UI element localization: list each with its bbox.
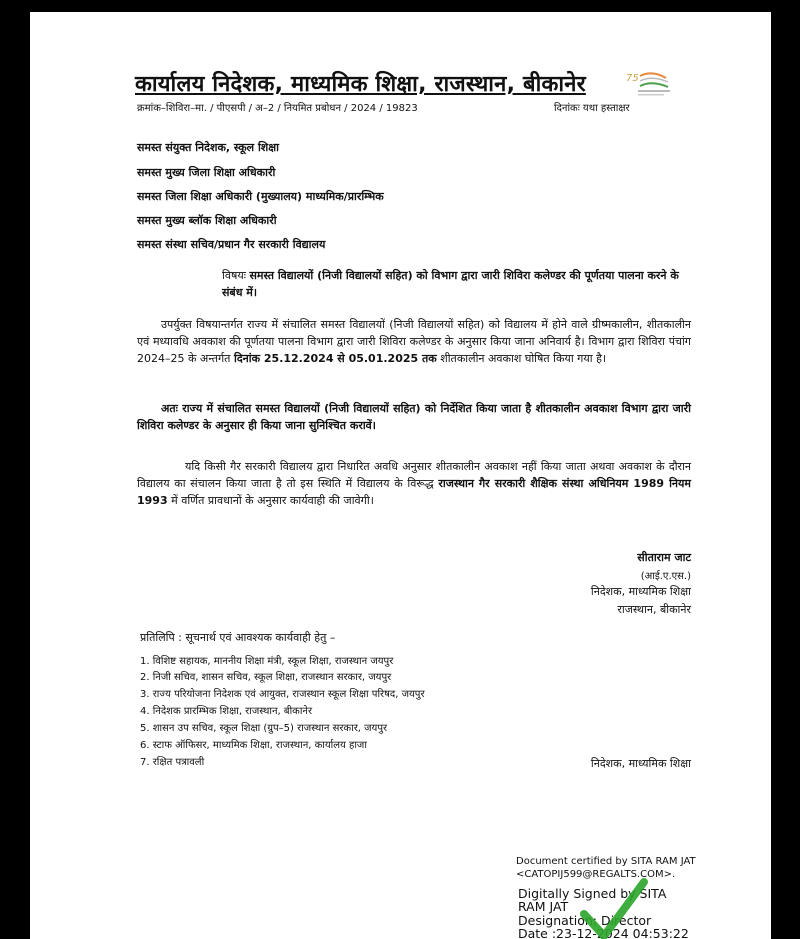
copy-item-6: 6. स्टाफ ऑफिसर, माध्यमिक शिक्षा, राजस्थान, कार्यालय हाजा xyxy=(140,740,367,751)
copy-item-5: 5. शासन उप सचिव, स्कूल शिक्षा (ग्रुप–5) राजस्थान सरकार, जयपुर xyxy=(140,723,388,734)
copy-item-4: 4. निदेशक प्रारम्भिक शिक्षा, राजस्थान, बीकानेर xyxy=(140,706,313,717)
addressee-5: समस्त संस्था सचिव/प्रधान गैर सरकारी विद्यालय xyxy=(137,238,326,251)
subject-line xyxy=(222,267,694,301)
paragraph-3-text: यदि किसी गैर सरकारी विद्यालय द्वारा निधारित अवधि अनुसार शीतकालीन अवकाश नहीं किया जाता अथवा अवकाश के दौरान विद्यालय का संचालन किया जाता है तो इस स्थिति में विद्यालय के विरूद्ध xyxy=(137,460,691,490)
addressee-2: समस्त मुख्य जिला शिक्षा अधिकारी xyxy=(137,166,276,179)
copy-heading: प्रतिलिपि : सूचनार्थ एवं आवश्यक कार्यवाही हेतु – xyxy=(140,631,336,644)
paragraph-3-end: में वर्णित प्रावधानों के अनुसार कार्यवाही की जावेगी। xyxy=(171,494,374,507)
checkmark-icon xyxy=(578,874,650,939)
office-title: कार्यालय निदेशक, माध्यमिक शिक्षा, राजस्थान, बीकानेर xyxy=(135,72,586,97)
digital-signature-line-4: Date :23-12-2024 04:53:22 xyxy=(518,926,689,939)
subject-label: विषयः xyxy=(222,269,246,282)
copy-footer-signatory: निदेशक, माध्यमिक शिक्षा xyxy=(590,757,691,770)
copy-item-7: 7. रक्षित पत्रावली xyxy=(140,757,205,768)
copy-item-2: 2. निजी सचिव, शासन सचिव, स्कूल शिक्षा, राजस्थान सरकार, जयपुर xyxy=(140,672,392,683)
emblem-logo xyxy=(622,70,674,100)
subject-text: समस्त विद्यालयों (निजी विद्यालयों सहित) को विभाग द्वारा जारी शिविरा कलेण्डर की पूर्णतया पालना करने के संबंध में। xyxy=(222,269,679,299)
reference-number: क्रमांक–शिविरा–मा. / पीएसपी / अ–2 / नियमित प्रबोधन / 2024 / 19823 xyxy=(137,103,418,114)
digital-signature-line-3: Designation: Director xyxy=(518,913,652,928)
signatory-name: सीताराम जाट xyxy=(637,551,691,564)
signatory-service: (आई.ए.एस.) xyxy=(640,571,691,582)
copy-item-1: 1. विशिष्ट सहायक, माननीय शिक्षा मंत्री, स्कूल शिक्षा, राजस्थान जयपुर xyxy=(140,656,394,667)
paragraph-1 xyxy=(137,316,691,367)
paragraph-2: अतः राज्य में संचालित समस्त विद्यालयों (निजी विद्यालयों सहित) को निर्देशित किया जाता है शीतकालीन अवकाश विभाग द्वारा जारी शिविरा कलेण्डर के अनुसार ही किया जाना सुनिश्चित करावें। xyxy=(137,402,691,432)
copy-item-3: 3. राज्य परियोजना निदेशक एवं आयुक्त, राजस्थान स्कूल शिक्षा परिषद, जयपुर xyxy=(140,689,425,700)
addressee-1: समस्त संयुक्त निदेशक, स्कूल शिक्षा xyxy=(137,141,280,154)
svg-text:75: 75 xyxy=(626,73,639,84)
signatory-location: राजस्थान, बीकानेर xyxy=(617,603,691,616)
addressee-4: समस्त मुख्य ब्लॉक शिक्षा अधिकारी xyxy=(137,214,277,227)
addressee-3: समस्त जिला शिक्षा अधिकारी (मुख्यालय) माध्यमिक/प्रारम्भिक xyxy=(137,190,384,203)
signatory-designation: निदेशक, माध्यमिक शिक्षा xyxy=(590,585,691,598)
digital-signature-line-1: Digitally Signed by SITA xyxy=(518,886,667,901)
digital-signature-line-2: RAM JAT xyxy=(518,899,569,914)
document-page xyxy=(30,12,771,939)
holiday-dates: दिनांक 25.12.2024 से 05.01.2025 तक xyxy=(233,352,437,365)
paragraph-3 xyxy=(137,458,691,509)
certificate-line-1: Document certified by SITA RAM JAT xyxy=(516,856,696,867)
certificate-line-2: <CATOPIJ599@REGALTS.COM>. xyxy=(516,869,676,880)
paragraph-1-end: शीतकालीन अवकाश घोषित किया गया है। xyxy=(440,352,607,365)
paragraph-1-text: उपर्युक्त विषयान्तर्गत राज्य में संचालित समस्त विद्यालयों (निजी विद्यालयों सहित) को विद्यालय में होने वाले ग्रीष्मकालीन, शीतकालीन एवं मध्यावधि अवकाश की पूर्णतया पालना विभाग द्वारा जारी शिविरा कलेण्डर के अनुसार किया जाना अनिवार्य है। विभाग द्वारा शिविरा पंचांग 2024–25 के अन्तर्गत xyxy=(137,318,691,365)
date-line: दिनांकः यथा हस्ताक्षर xyxy=(554,103,630,114)
act-reference: राजस्थान गैर सरकारी शैक्षिक संस्था अधिनियम 1989 नियम 1993 xyxy=(137,477,691,507)
